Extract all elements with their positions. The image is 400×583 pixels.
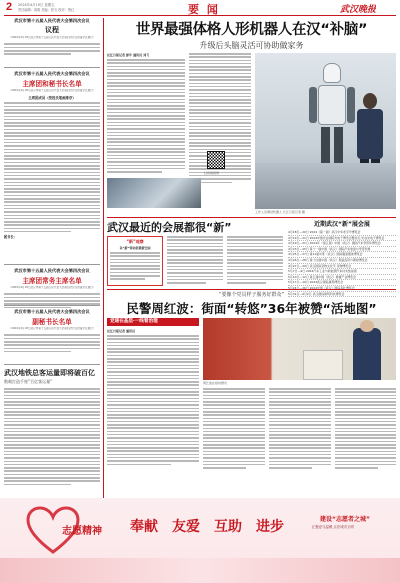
paper-logo: 武汉晚报 — [340, 5, 377, 15]
metro-story — [4, 368, 100, 485]
name-list — [4, 102, 100, 232]
expo-story — [107, 219, 285, 287]
notice-executive — [4, 268, 100, 308]
events-title: 近期武汉“新”展会展 — [314, 221, 370, 228]
events-panel — [288, 219, 396, 296]
police-story — [107, 291, 396, 489]
story-subheadline: 数载打造千座“百亿客运量” — [4, 379, 53, 384]
notice-subtitle: 副秘书长名单 — [32, 318, 72, 326]
divider — [4, 264, 100, 265]
event-item: 4月25日—27日 第11届中部（武汉）国际服装服饰博览会 — [288, 252, 396, 258]
event-item: 4月27日—29日 武汉国际宠物文化节 宠物博览会 — [288, 264, 396, 270]
event-item: 4月19日—21日 2024中国光谷国际光电子博览会暨论坛·光谷光电子博览会 — [288, 236, 396, 242]
expo-body-col2 — [227, 236, 283, 284]
page-number: 2 — [6, 1, 13, 13]
lead-headline: 世界最强体格人形机器人在汉“补脑” — [135, 22, 368, 38]
volunteer-banner — [0, 498, 400, 583]
secretary-label: 秘书长： — [4, 235, 17, 240]
editor-line: 责任编辑：周明 美编：张石 校对：鲁红 — [18, 8, 75, 12]
value-word: 友爱 — [172, 519, 200, 535]
value-words — [130, 516, 284, 536]
notice-subtitle: 主席团和秘书长名单 — [22, 80, 82, 88]
notice-footnote: （2024年4月18日武汉市第十五届人民代表大会第四次会议预备会议通过） — [8, 327, 96, 330]
banner-ribbon — [0, 558, 400, 583]
left-column-divider — [103, 18, 104, 566]
robot-photo — [255, 53, 396, 209]
notice-subtitle: 主席团常务主席名单 — [22, 277, 82, 285]
column-tag: 党建在基层·一线看治理 — [107, 318, 199, 326]
police-body-col4 — [335, 388, 396, 469]
lead-subheadline: 升级后头脑灵活可协助做家务 — [199, 41, 304, 50]
divider — [4, 364, 100, 365]
event-item: 5月31日—6月2日 武汉国际建筑科技博览会 — [288, 292, 396, 298]
police-photo — [203, 318, 396, 380]
notice-section-label: 主席团成员（按姓氏笔画排序） — [28, 96, 76, 101]
notice-title: 武汉市第十五届人民代表大会第四次会议 — [14, 268, 90, 273]
police-body-col1 — [107, 335, 199, 465]
notice-title: 武汉市第十五届人民代表大会第四次会议 — [14, 18, 90, 23]
story-headline: 武汉地铁总客运量即将破百亿 — [4, 369, 95, 377]
event-item: 4月23日—25日 第十一届中国（武汉）国际汽车装备与零部件展 — [288, 247, 396, 253]
divider — [4, 67, 100, 68]
lead-byline: 长江日报记者 彭年 通讯员 刘飞 — [107, 53, 150, 57]
masthead-rule — [4, 15, 396, 16]
masthead — [0, 0, 400, 16]
event-item: 4月18日—20日 2024（第一届）武汉中华老字号博览会 — [288, 230, 396, 236]
event-item: 5月10日—12日 第五届中国（武汉）健康产业博览会 — [288, 275, 396, 281]
box-title: “新”观察 — [126, 239, 144, 244]
lead-photo-caption: 工作人员调试机器人 长江日报记者 摄 — [255, 210, 305, 214]
section-title: 要 闻 — [188, 3, 220, 16]
section-rule — [107, 289, 396, 290]
expo-body-col1 — [167, 236, 223, 284]
notice-agenda — [4, 18, 100, 55]
qr-caption: 扫码看视频 — [204, 171, 220, 175]
police-photo-caption: 周红波在接待群众 — [203, 381, 228, 385]
date-line: 2024年4月19日 星期五 — [18, 3, 55, 7]
lead-body-col1 — [107, 53, 185, 173]
divider — [4, 305, 100, 306]
banner-slogan: 建设“志愿者之城” — [320, 516, 370, 523]
banner-slogan-sub: 汇聚爱与温暖 点亮城市文明 — [312, 525, 354, 529]
police-kicker: “要像个党员样子服务好群众” — [218, 292, 285, 298]
box-subtitle: 以“新”带动消费新空间 — [119, 246, 151, 250]
event-item: 4月26日—28日 第十四届中国（武汉）期货投资与理财博览会 — [288, 258, 396, 264]
police-byline: 长江日报记者 通讯员 — [107, 329, 136, 333]
event-item: 5月17日—19日 2024武汉国际康养博览会 — [288, 280, 396, 286]
value-word: 奉献 — [130, 519, 158, 535]
notice-footnote: （2024年4月18日武汉市第十五届人民代表大会第四次会议预备会议通过） — [8, 286, 96, 289]
qr-code[interactable] — [207, 151, 225, 169]
section-rule — [107, 217, 396, 218]
value-word: 进步 — [256, 519, 284, 535]
notice-subtitle: 议程 — [45, 26, 59, 34]
banner-left-text: 志愿精神 — [62, 526, 102, 537]
notice-presidium — [4, 71, 100, 239]
police-headline: 民警周红波：街面“转悠”36年被赞“活地图” — [126, 301, 377, 316]
notice-deputy-secretaries — [4, 309, 100, 352]
notice-footnote: （2024年4月18日武汉市第十五届人民代表大会第四次会议预备会议通过） — [8, 36, 96, 39]
notice-footnote: （2024年4月18日武汉市第十五届人民代表大会第四次会议预备会议通过） — [8, 89, 96, 92]
story-body — [4, 388, 100, 485]
value-word: 互助 — [214, 519, 242, 535]
name-list — [4, 334, 100, 352]
notice-body — [4, 43, 100, 54]
notice-title: 武汉市第十五届人民代表大会第四次会议 — [14, 309, 90, 314]
events-list — [288, 230, 396, 297]
police-body-col2 — [203, 388, 265, 469]
event-item: 5月7日—9日 2024汽车工业与新能源汽车技术装备展 — [288, 269, 396, 275]
lead-story — [107, 18, 396, 216]
expo-sidebar-box — [107, 236, 163, 286]
robot-detail-photo — [107, 178, 201, 208]
notice-title: 武汉市第十五届人民代表大会第四次会议 — [14, 71, 90, 76]
event-item: 4月19日—21日 2024年（第五届）中国（武汉）国际汽车零部件博览会 — [288, 241, 396, 247]
expo-headline: 武汉最近的会展都很“新” — [107, 221, 232, 234]
event-item: 5月24日—26日 2024中国（武汉）国际茶叶博览会 — [288, 286, 396, 292]
police-body-col3 — [269, 388, 331, 469]
